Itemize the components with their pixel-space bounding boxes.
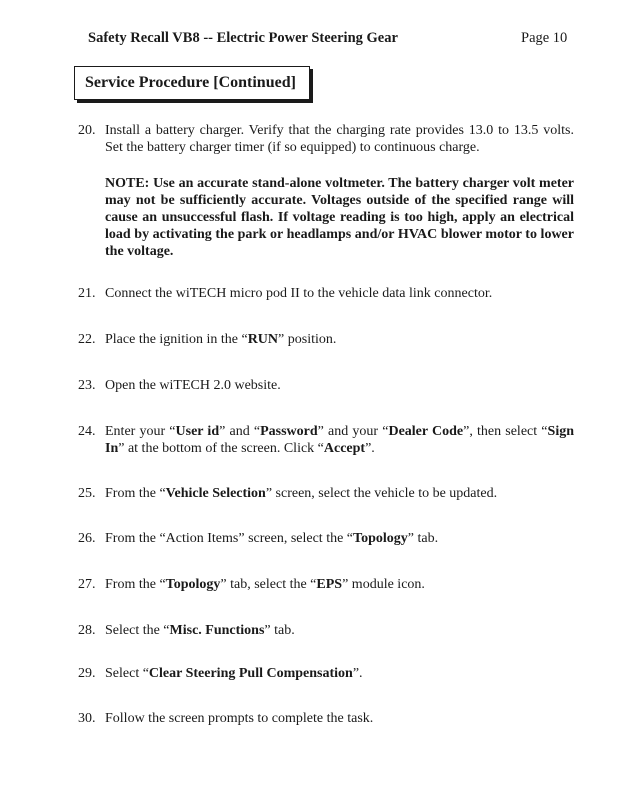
step-text-bold-run: RUN	[247, 332, 279, 347]
step-number: 28.	[78, 623, 96, 638]
step-text-run: ” tab.	[264, 623, 295, 638]
step-text-run: Open the wiTECH 2.0 website.	[105, 378, 281, 393]
step-text-run: ” screen, select the vehicle to be updated.	[265, 486, 498, 501]
step-text-run: Place the ignition in the “	[105, 332, 248, 347]
step-number: 29.	[78, 666, 96, 681]
step-text-bold-run: Topology	[165, 577, 221, 592]
step-20	[78, 122, 574, 156]
step-text-bold-run: EPS	[316, 577, 343, 592]
step-number: 25.	[78, 486, 96, 501]
step-text-bold-run: User id	[175, 424, 220, 439]
step-text-run: Enter your “	[105, 424, 176, 439]
step-text-run: From the “	[105, 577, 166, 592]
step-text-run: ” tab, select the “	[220, 577, 317, 592]
section-title: Service Procedure [Continued]	[85, 74, 296, 91]
step-text	[105, 377, 574, 394]
step-number: 21.	[78, 286, 96, 301]
step-text	[105, 710, 574, 727]
step-number: 22.	[78, 332, 96, 347]
step-text-bold-run: Sign In	[105, 424, 574, 456]
step-text-bold-run: Misc. Functions	[169, 623, 265, 638]
step-text-run: ”.	[365, 441, 375, 456]
step-text	[105, 485, 574, 502]
step-30	[78, 710, 574, 727]
step-text-bold-run: Password	[260, 424, 318, 439]
step-text-run: ” position.	[278, 332, 337, 347]
step-text-run: From the “Action Items” screen, select the “	[105, 531, 354, 546]
step-text-bold-run: Vehicle Selection	[165, 486, 266, 501]
step-23	[78, 377, 574, 394]
step-text-run: Select the “	[105, 623, 170, 638]
step-text	[105, 122, 574, 156]
step-21	[78, 285, 574, 302]
step-text-run: ” at the bottom of the screen. Click “	[118, 441, 324, 456]
step-text	[105, 622, 574, 639]
step-text-bold-run: Accept	[323, 441, 366, 456]
step-25	[78, 485, 574, 502]
step-29	[78, 665, 574, 682]
step-text-run: Install a battery charger. Verify that the charging rate provides 13.0 to 13.5 volts. Set the battery charger timer (if so equipped) to continuous charge.	[105, 123, 574, 155]
step-number: 26.	[78, 531, 96, 546]
step-text-bold-run: Clear Steering Pull Compensation	[148, 666, 353, 681]
step-text	[105, 423, 574, 457]
step-text-run: ” tab.	[407, 531, 439, 546]
step-text-bold-run: Topology	[353, 531, 408, 546]
step-24	[78, 423, 574, 457]
page-number: Page 10	[521, 30, 568, 46]
step-text-run: Follow the screen prompts to complete the task.	[105, 711, 374, 726]
step-text-bold-run: Dealer Code	[388, 424, 464, 439]
step-number: 27.	[78, 577, 96, 592]
step-number: 23.	[78, 378, 96, 393]
step-text-run: ”, then select “	[463, 424, 548, 439]
step-text-run: From the “	[105, 486, 166, 501]
step-text-run: Connect the wiTECH micro pod II to the vehicle data link connector.	[105, 286, 493, 301]
section-heading-box	[74, 66, 310, 100]
step-22	[78, 331, 574, 348]
step-27	[78, 576, 574, 593]
step-text-run: ” module icon.	[342, 577, 425, 592]
document-title: Safety Recall VB8 -- Electric Power Steering Gear	[88, 30, 398, 46]
step-text	[105, 530, 574, 547]
step-text	[105, 665, 574, 682]
step-number: 30.	[78, 711, 96, 726]
step-text	[105, 285, 574, 302]
step-number: 20.	[78, 123, 96, 138]
step-text-run: ” and your “	[317, 424, 389, 439]
step-28	[78, 622, 574, 639]
step-text-run: ” and “	[219, 424, 261, 439]
step-text	[105, 576, 574, 593]
step-text-run: Select “	[105, 666, 149, 681]
step-number: 24.	[78, 424, 96, 439]
step-26	[78, 530, 574, 547]
note-block: NOTE: Use an accurate stand-alone voltmeter. The battery charger volt meter may not be sufficiently accurate. Voltages outside of the specified range will cause an unsuccessful flash. If voltage reading is too high, apply an electrical load by activating the park or headlamps and/or HVAC blower motor to lower the voltage.	[105, 176, 574, 259]
step-text-run: ”.	[352, 666, 363, 681]
step-text	[105, 331, 574, 348]
